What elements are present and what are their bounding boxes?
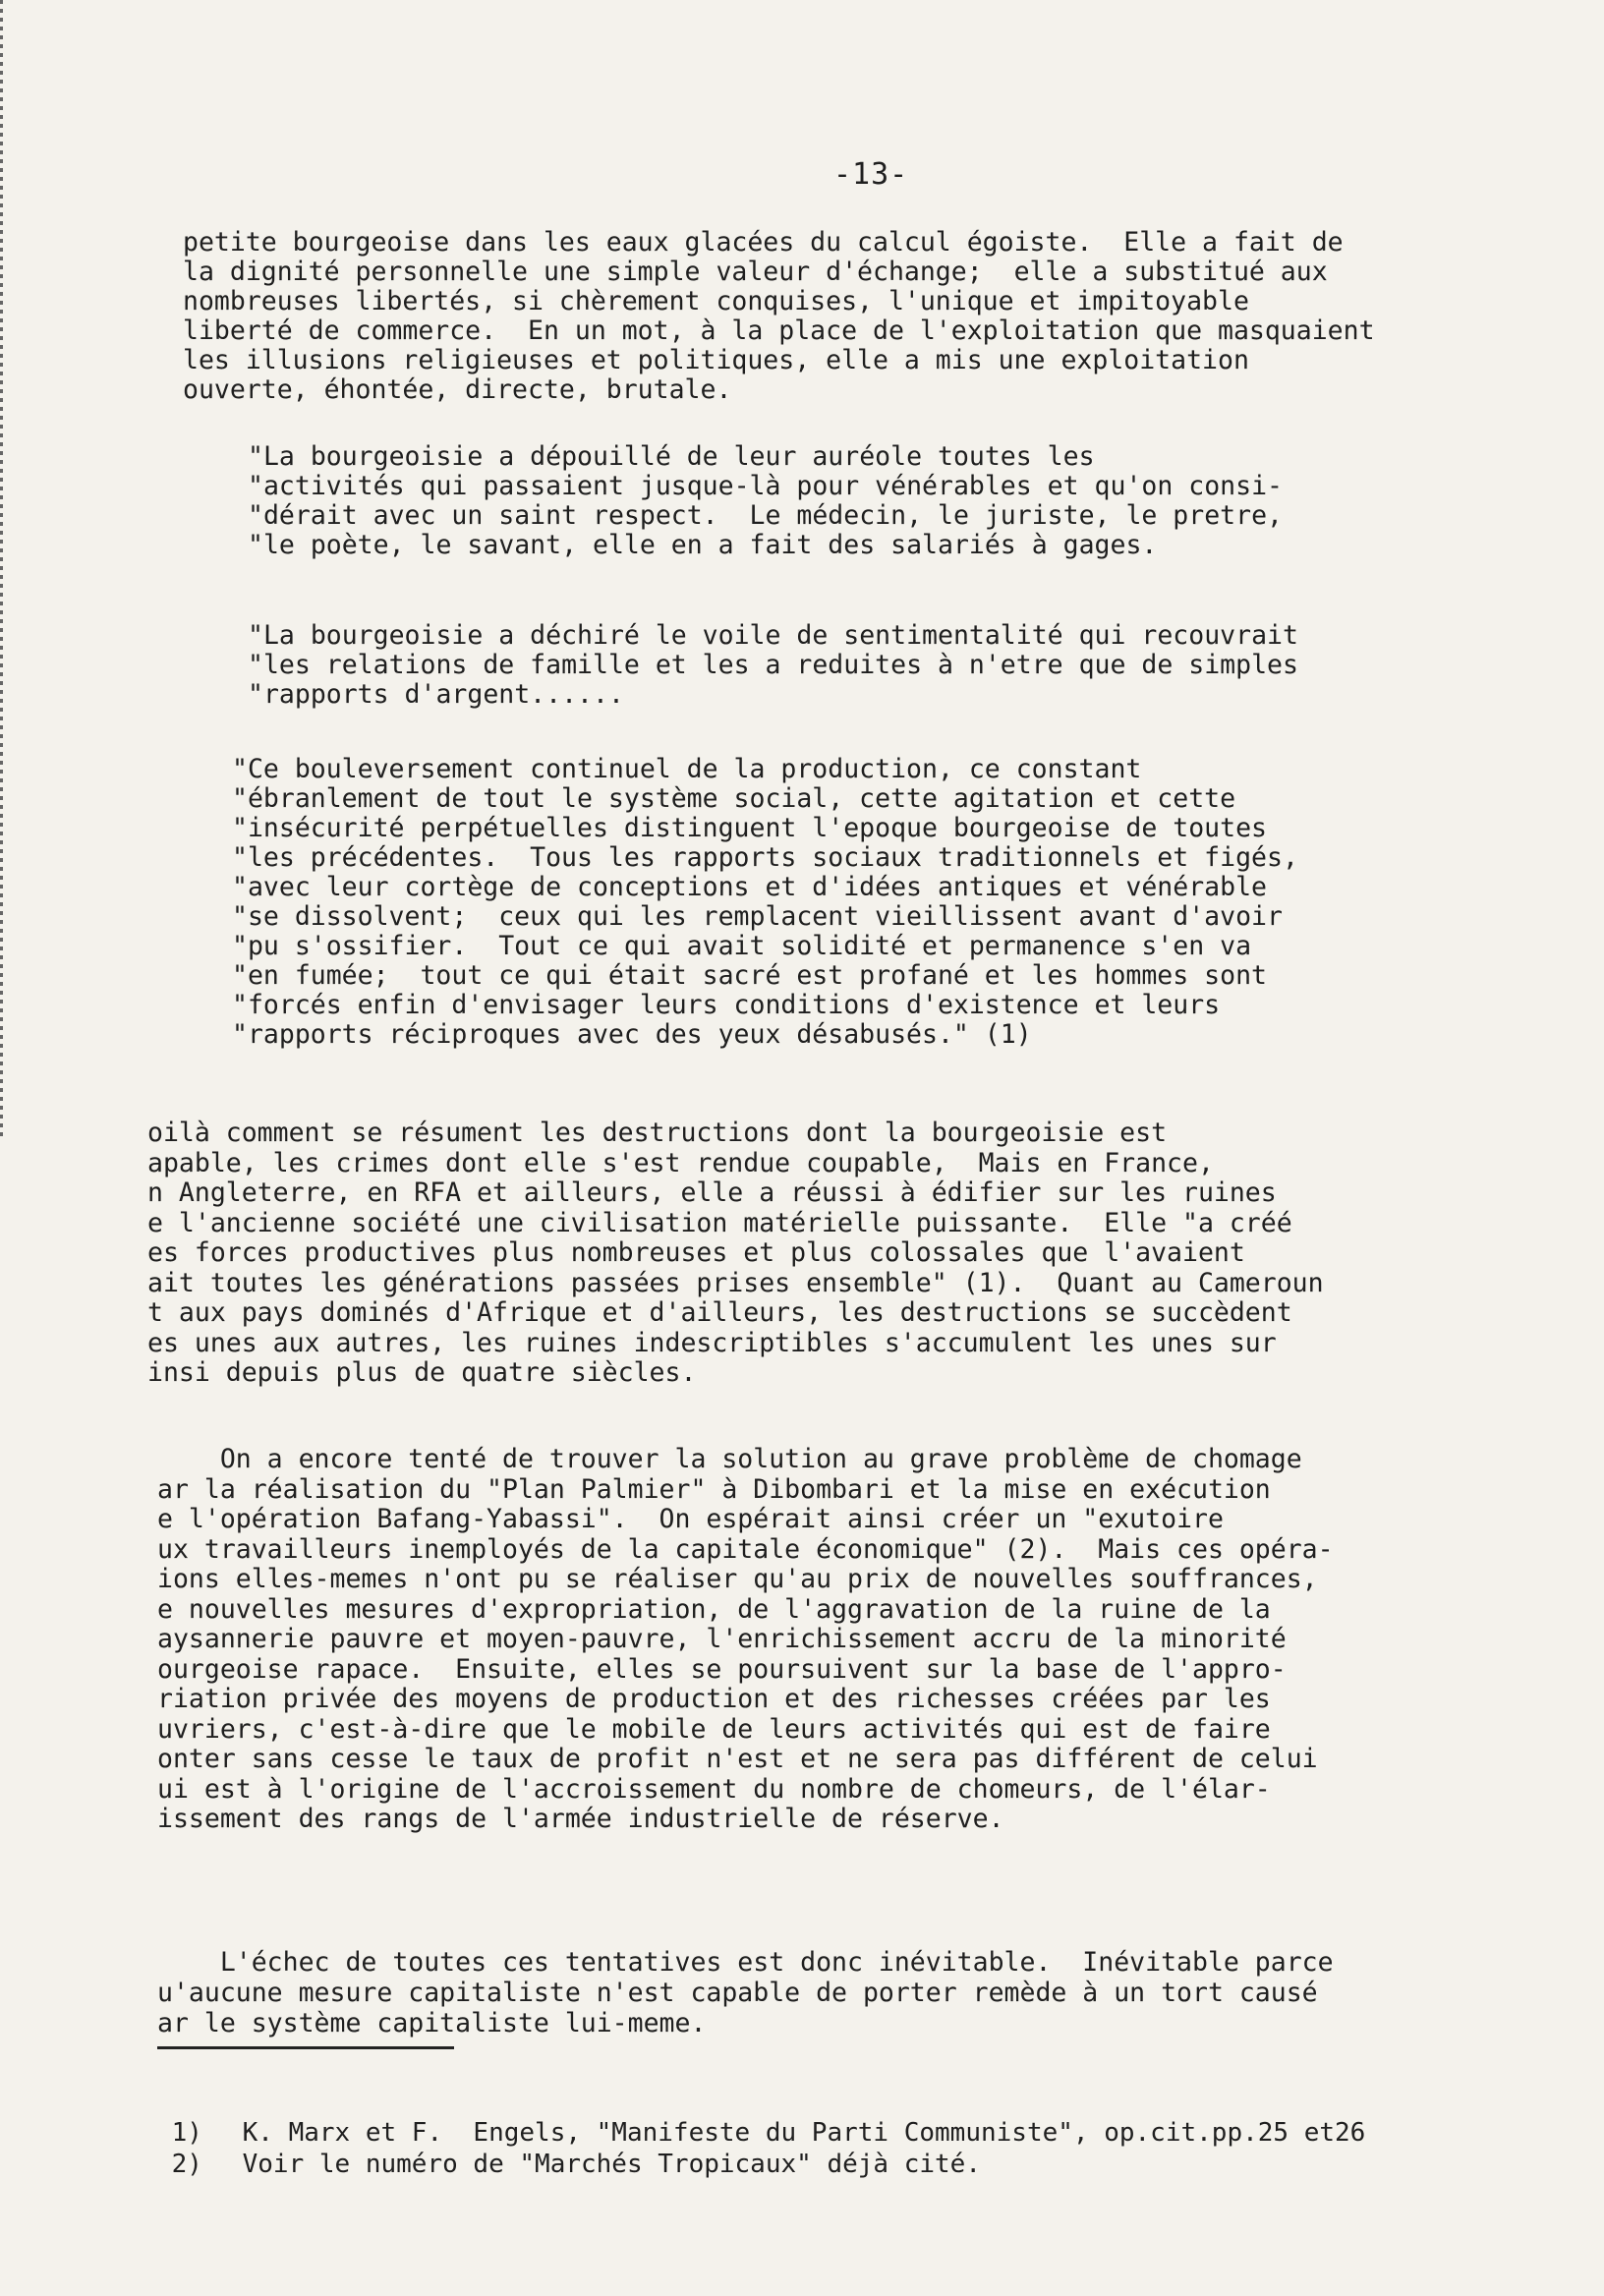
paragraph-3-line: riation privée des moyens de production et des richesses créées par les: [157, 1684, 1271, 1714]
paragraph-3-line: ui est à l'origine de l'accroissement du nombre de chomeurs, de l'élar-: [157, 1773, 1271, 1805]
page-number: -13-: [833, 157, 909, 192]
paragraph-2-line: n Angleterre, en RFA et ailleurs, elle a réussi à édifier sur les ruines: [147, 1177, 1277, 1208]
paragraph-3-line: ourgeoise rapace. Ensuite, elles se poursuivent sur la base de l'appro-: [157, 1653, 1287, 1685]
quote-3-line: "ébranlement de tout le système social, cette agitation et cette: [232, 783, 1236, 814]
paragraph-1-line: la dignité personnelle une simple valeur d'échange; elle a substitué aux: [183, 257, 1328, 287]
paragraph-3-line: ux travailleurs inemployés de la capitale économique" (2). Mais ces opéra-: [157, 1533, 1334, 1565]
quote-3-line: "forcés enfin d'envisager leurs conditions d'existence et leurs: [232, 990, 1221, 1020]
footnote-divider: [157, 2046, 454, 2049]
quote-3-line: "Ce bouleversement continuel de la production, ce constant: [232, 754, 1142, 784]
footnote-text: K. Marx et F. Engels, "Manifeste du Parti Communiste", op.cit.pp.25 et26: [242, 2118, 1366, 2148]
paragraph-1-line: ouverte, éhontée, directe, brutale.: [183, 374, 732, 405]
paragraph-1-line: les illusions religieuses et politiques, elle a mis une exploitation: [183, 345, 1249, 375]
paragraph-3-line: On a encore tenté de trouver la solution au grave problème de chomage: [157, 1444, 1302, 1474]
paragraph-3-line: ions elles-memes n'ont pu se réaliser qu'au prix de nouvelles souffrances,: [157, 1564, 1318, 1594]
quote-1-line: "dérait avec un saint respect. Le médecin, le juriste, le pretre,: [248, 500, 1283, 531]
quote-2-line: "rapports d'argent......: [248, 679, 624, 710]
paragraph-2-line: t aux pays dominés d'Afrique et d'ailleurs, les destructions se succèdent: [147, 1297, 1292, 1328]
quote-3-line: "avec leur cortège de conceptions et d'idées antiques et vénérable: [232, 872, 1267, 902]
paragraph-1-line: nombreuses libertés, si chèrement conquises, l'unique et impitoyable: [183, 286, 1249, 316]
scan-edge-border: [0, 0, 3, 1140]
paragraph-4-line: u'aucune mesure capitaliste n'est capable de porter remède à un tort causé: [157, 1978, 1318, 2008]
paragraph-2-line: e l'ancienne société une civilisation matérielle puissante. Elle "a créé: [147, 1207, 1292, 1238]
paragraph-1-line: petite bourgeoise dans les eaux glacées du calcul égoiste. Elle a fait de: [183, 227, 1344, 258]
paragraph-3-line: aysannerie pauvre et moyen-pauvre, l'enrichissement accru de la minorité: [157, 1624, 1287, 1654]
paragraph-3-line: onter sans cesse le taux de profit n'est et ne sera pas différent de celui: [157, 1744, 1318, 1774]
paragraph-2-line: oilà comment se résument les destructions dont la bourgeoisie est: [147, 1118, 1168, 1148]
footnote-number: 2): [171, 2150, 202, 2179]
paragraph-2-line: ait toutes les générations passées prises ensemble" (1). Quant au Cameroun: [147, 1267, 1324, 1298]
paragraph-3-line: e l'opération Bafang-Yabassi". On espérait ainsi créer un "exutoire: [157, 1504, 1224, 1534]
quote-2-line: "La bourgeoisie a déchiré le voile de sentimentalité qui recouvrait: [248, 620, 1298, 651]
paragraph-2-line: es unes aux autres, les ruines indescriptibles s'accumulent les unes sur: [147, 1327, 1277, 1358]
paragraph-3-line: ar la réalisation du "Plan Palmier" à Dibombari et la mise en exécution: [157, 1473, 1271, 1505]
paragraph-3-line: uvriers, c'est-à-dire que le mobile de leurs activités qui est de faire: [157, 1713, 1271, 1745]
footnote-text: Voir le numéro de "Marchés Tropicaux" déjà cité.: [242, 2150, 981, 2179]
quote-1-line: "La bourgeoisie a dépouillé de leur auréole toutes les: [248, 441, 1095, 472]
quote-1-line: "le poète, le savant, elle en a fait des salariés à gages.: [248, 530, 1158, 560]
footnote-2: [110, 2120, 981, 2209]
quote-3-line: "insécurité perpétuelles distinguent l'epoque bourgeoise de toutes: [232, 813, 1267, 843]
quote-3-line: "se dissolvent; ceux qui les remplacent vieillissent avant d'avoir: [232, 901, 1283, 932]
paragraph-2-line: es forces productives plus nombreuses et plus colossales que l'avaient: [147, 1237, 1245, 1268]
paragraph-3-line: issement des rangs de l'armée industrielle de réserve.: [157, 1804, 1004, 1834]
paragraph-4-line: ar le système capitaliste lui-meme.: [157, 2008, 707, 2038]
quote-3-line: "rapports réciproques avec des yeux désabusés." (1): [232, 1019, 1032, 1050]
quote-2-line: "les relations de famille et les a reduites à n'etre que de simples: [248, 650, 1298, 680]
footnote-number: 1): [171, 2118, 202, 2148]
quote-3-line: "en fumée; tout ce qui était sacré est profané et les hommes sont: [232, 960, 1267, 991]
paragraph-3-line: e nouvelles mesures d'expropriation, de l'aggravation de la ruine de la: [157, 1593, 1271, 1625]
paragraph-4-line: L'échec de toutes ces tentatives est donc inévitable. Inévitable parce: [157, 1947, 1334, 1978]
quote-1-line: "activités qui passaient jusque-là pour vénérables et qu'on consi-: [248, 471, 1283, 501]
quote-3-line: "les précédentes. Tous les rapports sociaux traditionnels et figés,: [232, 842, 1298, 873]
paragraph-2-line: insi depuis plus de quatre siècles.: [147, 1357, 697, 1388]
paragraph-1-line: liberté de commerce. En un mot, à la place de l'exploitation que masquaient: [183, 316, 1375, 346]
paragraph-2-line: apable, les crimes dont elle s'est rendue coupable, Mais en France,: [147, 1147, 1214, 1178]
quote-3-line: "pu s'ossifier. Tout ce qui avait solidité et permanence s'en va: [232, 931, 1252, 961]
